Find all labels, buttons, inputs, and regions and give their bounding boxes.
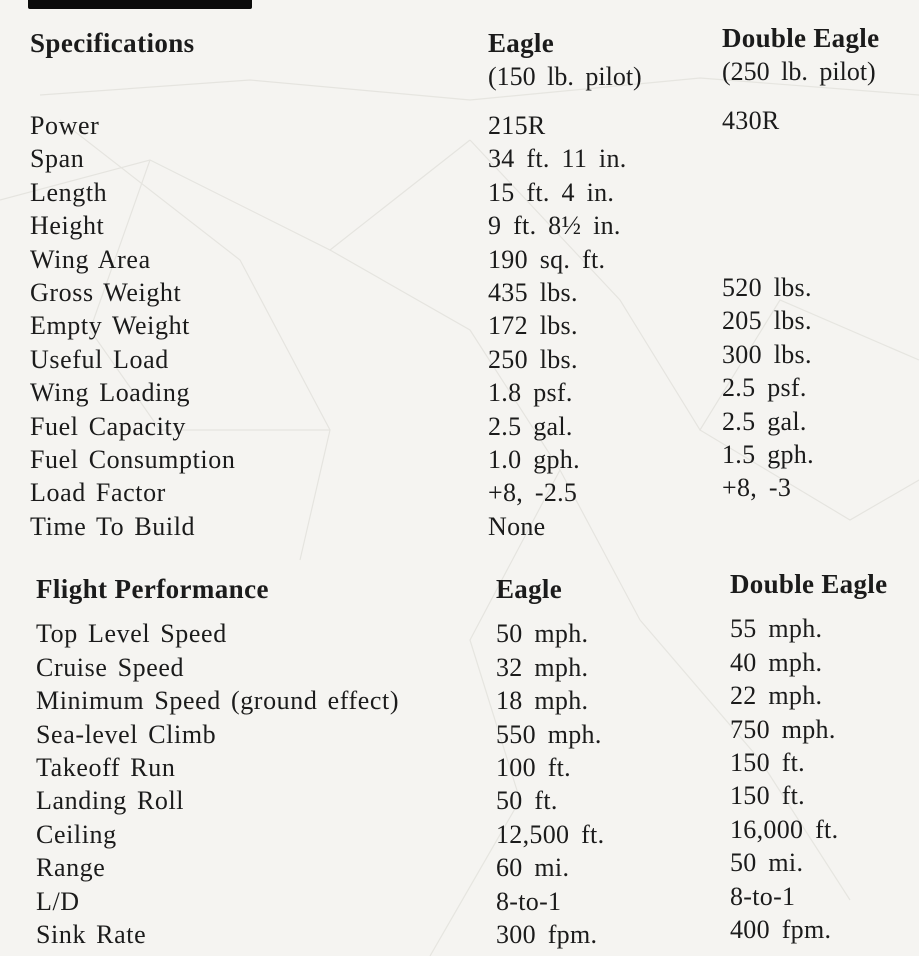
section-specifications — [30, 23, 919, 543]
double-eagle-value: 50 mi. — [730, 848, 804, 878]
double-eagle-value: 205 lbs. — [722, 306, 812, 336]
row-label: Cruise Speed — [36, 652, 185, 682]
eagle-value: 1.8 psf. — [488, 378, 573, 408]
double-eagle-value: 55 mph. — [730, 614, 823, 644]
double-eagle-value: 520 lbs. — [722, 273, 812, 303]
eagle-column-title: Eagle — [496, 574, 562, 605]
section-title: Flight Performance — [36, 574, 269, 605]
double-eagle-value — [722, 238, 919, 271]
section-rows — [30, 106, 919, 543]
double-eagle-value: 150 ft. — [730, 747, 805, 777]
row-label: Wing Area — [30, 244, 151, 274]
row-label: Wing Loading — [30, 378, 191, 408]
double-eagle-value: 300 lbs. — [722, 339, 812, 369]
double-eagle-column-header — [722, 568, 919, 601]
eagle-column-header — [488, 573, 722, 606]
eagle-value: 2.5 gal. — [488, 411, 573, 441]
section-flight-performance — [30, 569, 919, 951]
row-label: Ceiling — [36, 819, 117, 849]
row-label: Useful Load — [30, 344, 169, 374]
eagle-value: 550 mph. — [496, 719, 602, 749]
section-rows — [30, 614, 919, 951]
eagle-value: 60 mi. — [496, 853, 570, 883]
section-header-row — [30, 23, 919, 93]
eagle-value: 215R — [488, 111, 546, 140]
row-label: Fuel Capacity — [30, 411, 186, 441]
eagle-value: 50 ft. — [496, 786, 558, 816]
double-eagle-value — [722, 137, 919, 170]
row-label: Height — [30, 211, 105, 241]
double-eagle-value: 2.5 psf. — [722, 373, 807, 403]
double-eagle-value: 400 fpm. — [730, 914, 832, 944]
eagle-value: 190 sq. ft. — [488, 244, 606, 274]
eagle-value: +8, -2.5 — [488, 478, 578, 508]
row-label: Time To Build — [30, 511, 196, 541]
eagle-value: 300 fpm. — [496, 919, 598, 949]
row-label: L/D — [36, 886, 80, 916]
eagle-value: 250 lbs. — [488, 344, 578, 374]
row-label: Gross Weight — [30, 278, 182, 308]
table-row — [30, 914, 919, 951]
row-label: Sea-level Climb — [36, 719, 217, 749]
double-eagle-value: 16,000 ft. — [730, 814, 839, 844]
double-eagle-value: 40 mph. — [730, 647, 823, 677]
eagle-column-header — [488, 27, 722, 93]
row-label: Minimum Speed (ground effect) — [36, 686, 400, 716]
eagle-value: None — [488, 511, 546, 541]
row-label: Empty Weight — [30, 311, 191, 341]
double-eagle-value: 2.5 gal. — [722, 406, 807, 436]
eagle-value: 32 mph. — [496, 652, 589, 682]
eagle-value: 15 ft. 4 in. — [488, 177, 615, 207]
row-label: Load Factor — [30, 478, 166, 508]
double-eagle-value: 750 mph. — [730, 714, 836, 744]
double-eagle-value: 1.5 gph. — [722, 440, 814, 470]
eagle-column-subtitle: (150 lb. pilot) — [488, 62, 642, 91]
section-header-row — [30, 569, 919, 606]
row-label: Span — [30, 144, 85, 174]
row-label: Top Level Speed — [36, 619, 227, 649]
double-eagle-value: +8, -3 — [722, 473, 792, 503]
eagle-value: 50 mph. — [496, 619, 589, 649]
double-eagle-value: 22 mph. — [730, 681, 823, 711]
row-label: Sink Rate — [36, 919, 147, 949]
eagle-value: 435 lbs. — [488, 278, 578, 308]
double-eagle-value: 8-to-1 — [730, 881, 796, 911]
table-row — [30, 510, 919, 543]
double-eagle-value: 150 ft. — [730, 781, 805, 811]
double-eagle-value — [722, 171, 919, 204]
eagle-value: 34 ft. 11 in. — [488, 144, 627, 174]
double-eagle-column-title: Double Eagle — [722, 23, 880, 53]
row-label: Range — [36, 853, 106, 883]
eagle-value: 12,500 ft. — [496, 819, 605, 849]
eagle-value: 100 ft. — [496, 752, 571, 782]
eagle-value: 1.0 gph. — [488, 445, 580, 475]
double-eagle-column-subtitle: (250 lb. pilot) — [722, 57, 876, 86]
eagle-value: 8-to-1 — [496, 886, 562, 916]
row-label: Power — [30, 111, 100, 140]
row-label: Landing Roll — [36, 786, 185, 816]
double-eagle-column-title: Double Eagle — [730, 569, 888, 600]
eagle-value: 18 mph. — [496, 686, 589, 716]
row-label: Length — [30, 177, 108, 207]
double-eagle-value: 430R — [722, 106, 780, 135]
eagle-value: 9 ft. 8½ in. — [488, 211, 621, 241]
eagle-column-title: Eagle — [488, 28, 554, 58]
row-label: Fuel Consumption — [30, 445, 236, 475]
eagle-value: 172 lbs. — [488, 311, 578, 341]
double-eagle-value — [722, 204, 919, 237]
double-eagle-value — [722, 505, 919, 538]
row-label: Takeoff Run — [36, 752, 176, 782]
double-eagle-column-header — [722, 22, 919, 88]
section-title: Specifications — [30, 28, 195, 58]
